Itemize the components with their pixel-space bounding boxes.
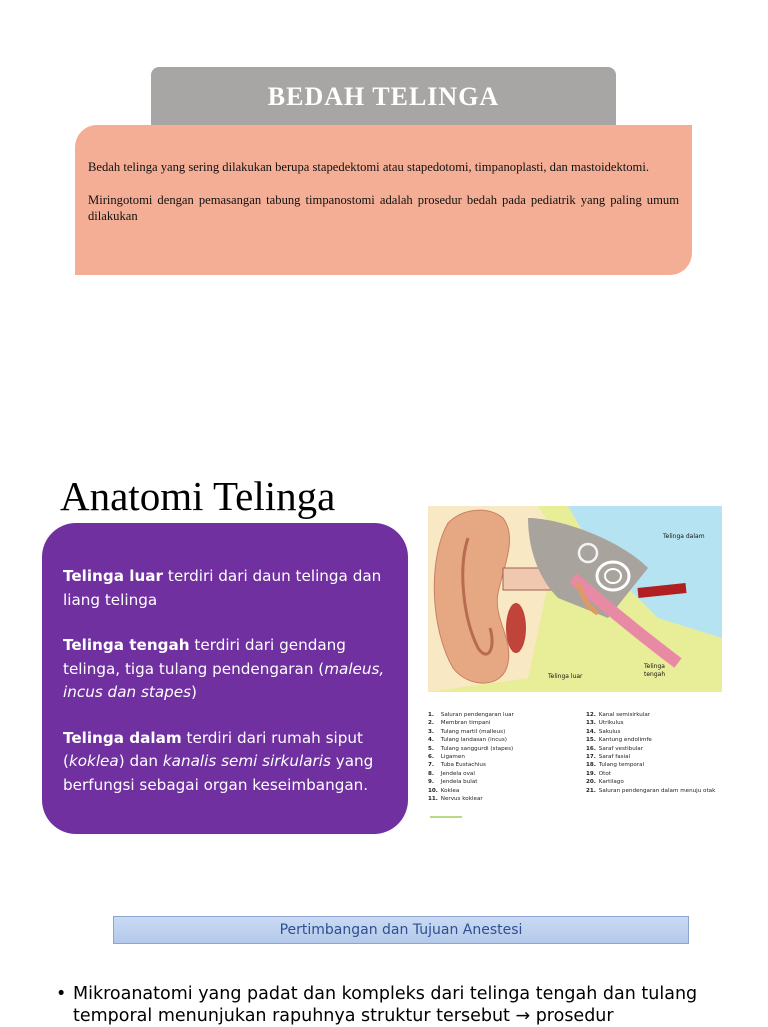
legend-number: 14.	[586, 728, 596, 735]
legend-item	[428, 753, 514, 761]
legend-item	[586, 728, 715, 736]
legend-number: 10.	[428, 787, 438, 794]
legend-number: 3.	[428, 728, 435, 735]
legend-text: Membran timpani	[439, 720, 491, 727]
legend-text: Koklea	[439, 787, 460, 794]
label-outer-ear: Telinga luar	[548, 673, 583, 680]
legend-item	[586, 761, 715, 769]
legend-item	[428, 736, 514, 744]
legend-text: Kartilago	[597, 779, 624, 786]
content-box	[75, 125, 692, 275]
inner-ear-end: yang berfungsi sebagai organ keseimbangan.	[63, 752, 374, 794]
bullet-text: Mikroanatomi yang padat dan kompleks dari telinga tengah dan tulang temporal menunjukan rapuhnya struktur tersebut → prosedur	[73, 984, 698, 1026]
legend-text: Jendela oval	[439, 770, 475, 777]
label-middle-ear-2: tengah	[644, 671, 666, 678]
legend-item	[428, 728, 514, 736]
legend-text: Kanal semisirkular	[597, 712, 651, 718]
legend-text: Tulang sanggurdi (stapes)	[439, 745, 514, 752]
anatomy-description-box	[42, 523, 408, 834]
legend-item	[428, 761, 514, 769]
label-inner-ear: Telinga dalam	[663, 533, 705, 540]
legend-number: 16.	[586, 745, 596, 752]
legend-number: 4.	[428, 737, 435, 744]
legend-text: Sakulus	[597, 728, 621, 735]
legend-number: 2.	[428, 720, 435, 727]
label-middle-ear-1: Telinga	[644, 663, 665, 670]
inner-ear-term: Telinga dalam	[63, 728, 182, 747]
legend-number: 19.	[586, 770, 596, 777]
ear-anatomy-figure	[408, 498, 748, 820]
legend-item	[586, 736, 715, 744]
inner-ear-text: terdiri dari rumah siput (	[63, 728, 363, 770]
ossicles-italic: maleus, incus dan stapes	[63, 659, 385, 701]
legend-number: 7.	[428, 762, 435, 769]
outer-ear-term: Telinga luar	[63, 567, 164, 585]
middle-ear-paragraph	[63, 634, 392, 705]
middle-ear-term: Telinga tengah	[63, 636, 190, 654]
legend-text: Tulang landasan (incus)	[439, 737, 507, 744]
legend-item	[586, 753, 715, 761]
nerve-red	[638, 588, 686, 593]
legend-text: Saluran pendengaran dalam menuju otak	[597, 787, 716, 794]
cochlea-italic: koklea	[68, 752, 119, 770]
legend-text: Saluran pendengaran luar	[439, 712, 514, 718]
outer-ear-paragraph	[63, 565, 392, 612]
legend-number: 12.	[586, 712, 596, 718]
legend-number: 20.	[586, 779, 596, 786]
legend-item	[586, 711, 715, 719]
legend-number: 17.	[586, 754, 596, 761]
legend-text: Nervus koklear	[439, 796, 483, 803]
slide-title: BEDAH TELINGA	[267, 82, 500, 111]
cartilage-red	[506, 603, 526, 653]
legend-number: 15.	[586, 737, 596, 744]
paragraph-2: Miringotomi dengan pemasangan tabung timpanostomi adalah prosedur bedah pada pediatrik yang paling umum dilakukan	[88, 193, 679, 223]
legend-item	[428, 745, 514, 753]
legend-left-column	[428, 711, 514, 803]
legend-text: Ligamen	[439, 754, 465, 761]
ear-diagram	[408, 498, 748, 698]
legend-text: Tulang temporal	[597, 762, 645, 769]
legend-number: 11.	[428, 796, 438, 803]
legend-item	[586, 719, 715, 727]
legend-item	[586, 778, 715, 786]
bullet-icon: •	[56, 984, 67, 1004]
section-header: Pertimbangan dan Tujuan Anestesi	[113, 916, 689, 944]
legend-item	[586, 787, 715, 795]
inner-ear-paragraph	[63, 727, 392, 798]
legend-number: 21.	[586, 787, 596, 794]
legend-number: 6.	[428, 754, 435, 761]
legend-text: Jendela bulat	[439, 779, 478, 786]
legend-right-column	[586, 711, 715, 795]
middle-ear-text: terdiri dari gendang telinga, tiga tulang pendengaran (	[63, 636, 346, 678]
legend-underline	[430, 816, 462, 818]
bullet-item	[56, 983, 761, 1027]
legend-number: 5.	[428, 745, 435, 752]
legend-number: 9.	[428, 779, 435, 786]
inner-ear-mid: ) dan	[118, 752, 163, 770]
outer-ear-text: terdiri dari daun telinga dan liang telinga	[63, 567, 382, 609]
paragraph-1: Bedah telinga yang sering dilakukan berupa stapedektomi atau stapedotomi, timpanoplasti, dan mastoidektomi.	[88, 160, 649, 174]
legend-item	[586, 770, 715, 778]
legend-item	[428, 719, 514, 727]
anatomy-title: Anatomi Telinga	[60, 473, 336, 519]
legend-item	[428, 795, 514, 803]
legend-text: Saraf vestibular	[597, 745, 644, 752]
slide-title-bar	[151, 67, 616, 131]
legend-item	[428, 787, 514, 795]
legend-text: Tuba Eustachius	[439, 762, 486, 769]
legend-item	[428, 778, 514, 786]
legend-text: Tulang martil (malleus)	[439, 728, 506, 735]
legend-text: Kantung endolimfe	[597, 737, 652, 744]
legend-text: Otot	[597, 770, 611, 777]
legend-item	[586, 745, 715, 753]
legend-number: 18.	[586, 762, 596, 769]
legend-number: 8.	[428, 770, 435, 777]
semicircular-italic: kanalis semi sirkularis	[162, 752, 331, 770]
middle-ear-end: )	[191, 683, 197, 701]
legend-text: Utrikulus	[597, 720, 624, 727]
legend-item	[428, 770, 514, 778]
legend-item	[428, 711, 514, 719]
legend-text: Saraf fasial	[597, 754, 631, 761]
legend-number: 13.	[586, 720, 596, 727]
legend-number: 1.	[428, 712, 435, 718]
